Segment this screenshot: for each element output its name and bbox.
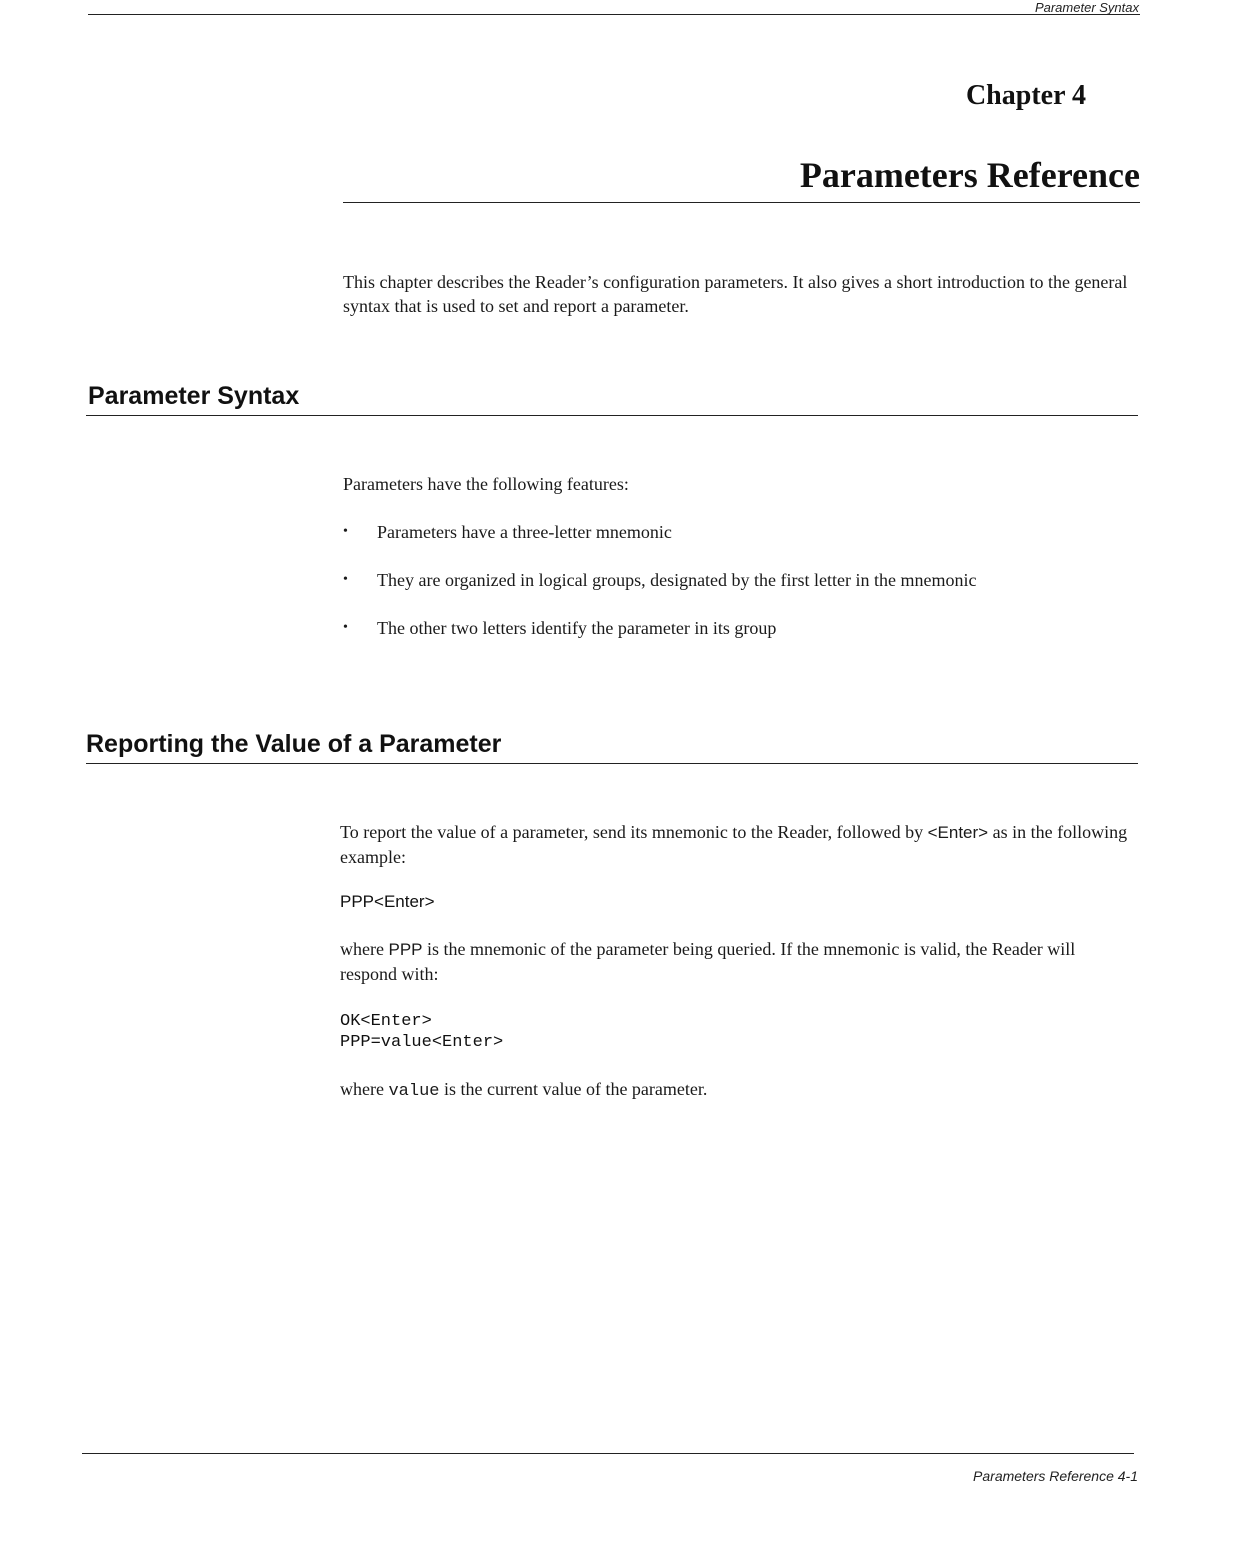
report-p2-text-a: where (340, 939, 389, 959)
list-item (343, 616, 1133, 640)
section-rule-reporting-value (86, 763, 1138, 764)
mnemonic-inline: PPP (388, 940, 423, 959)
list-item-text: The other two letters identify the parameter in its group (377, 618, 777, 638)
list-item-text: Parameters have a three-letter mnemonic (377, 522, 672, 542)
response-code-block (340, 1011, 503, 1053)
header-rule (88, 14, 1140, 15)
report-p3-text-a: where (340, 1079, 389, 1099)
report-paragraph-2 (340, 937, 1135, 986)
value-inline: value (388, 1082, 440, 1101)
enter-key-inline: <Enter> (927, 823, 989, 842)
syntax-lead-paragraph: Parameters have the following features: (343, 474, 629, 494)
report-p1-text-b: as in the following example: (340, 822, 1128, 867)
section-heading-reporting-value: Reporting the Value of a Parameter (86, 730, 502, 758)
section-heading-parameter-syntax: Parameter Syntax (88, 382, 300, 410)
example-command: PPP<Enter> (340, 892, 435, 911)
intro-paragraph: This chapter describes the Reader’s configuration parameters. It also gives a short introduction to the general syntax that is used to set and report a parameter. (343, 272, 1128, 316)
footer-rule (82, 1453, 1134, 1454)
bullet-icon: • (343, 572, 348, 587)
report-p1-text-a: To report the value of a parameter, send its mnemonic to the Reader, followed by (340, 822, 928, 842)
chapter-label: Chapter 4 (965, 80, 1086, 111)
feature-list (343, 520, 1133, 664)
chapter-title: Parameters Reference (799, 155, 1140, 195)
list-item (343, 568, 1133, 592)
footer-page-label: Parameters Reference 4-1 (973, 1468, 1138, 1484)
report-p3-text-b: is the current value of the parameter. (439, 1079, 708, 1099)
bullet-icon: • (343, 524, 348, 539)
response-line-ok: OK<Enter> (340, 1012, 432, 1031)
bullet-icon: • (343, 620, 348, 635)
section-rule-parameter-syntax (86, 415, 1138, 416)
report-paragraph-3 (340, 1077, 707, 1104)
report-p2-text-b: is the mnemonic of the parameter being queried. If the mnemonic is valid, the Reader will respond with: (340, 939, 1076, 984)
report-paragraph-1 (340, 820, 1130, 869)
list-item-text: They are organized in logical groups, designated by the first letter in the mnemonic (377, 570, 977, 590)
chapter-title-rule (343, 202, 1140, 203)
response-line-value: PPP=value<Enter> (340, 1033, 504, 1052)
running-header-title: Parameter Syntax (1034, 0, 1139, 15)
list-item (343, 520, 1133, 544)
